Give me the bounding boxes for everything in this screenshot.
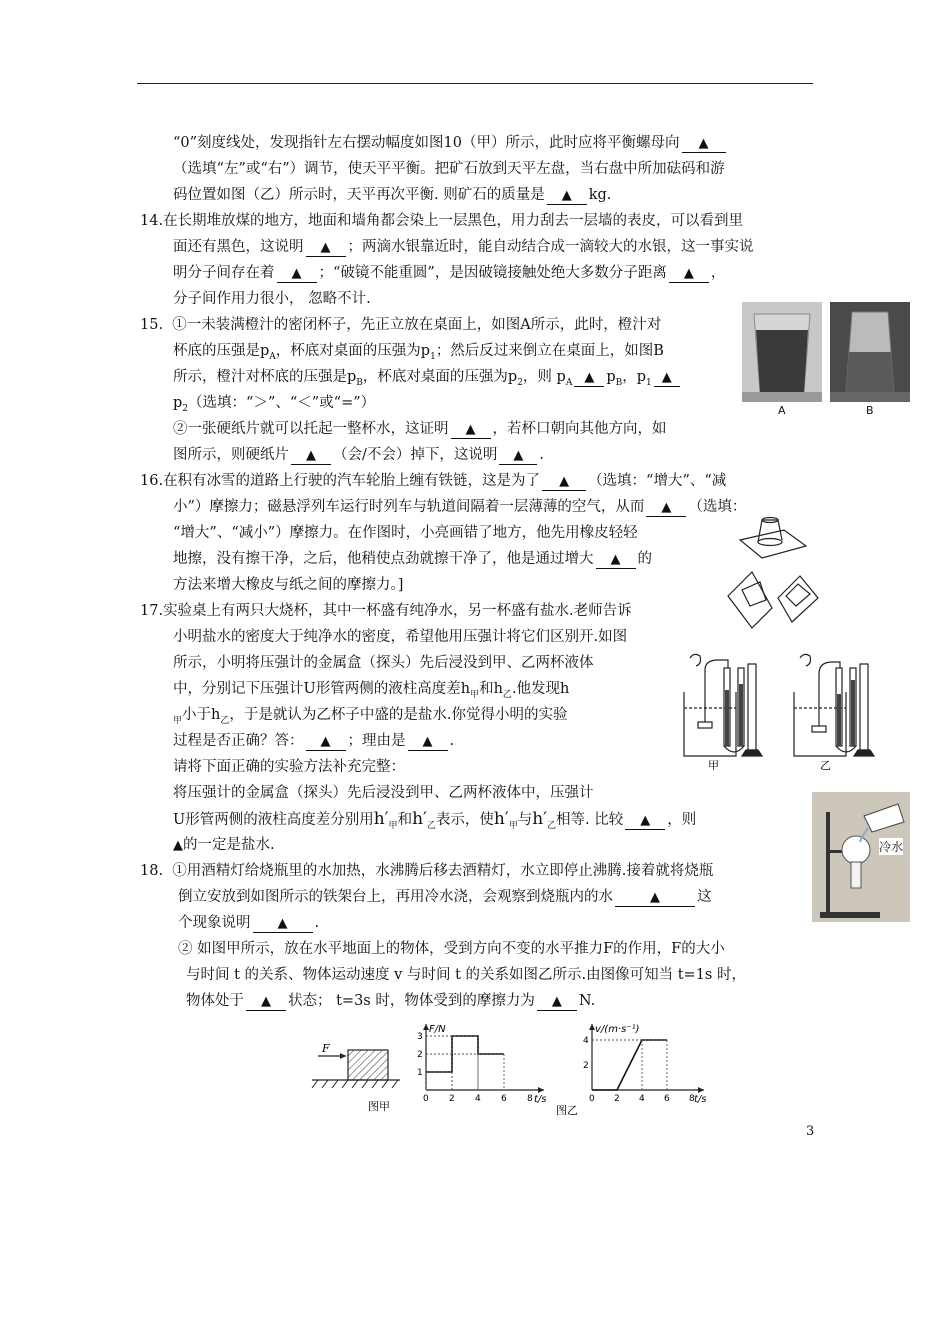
q15-line-5: ②一张硬纸片就可以托起一整杯水，这证明 ▲ ，若杯口朝向其他方向，如 xyxy=(173,421,667,437)
figure-force-velocity xyxy=(308,1018,708,1116)
photo-flask-on-stand xyxy=(812,792,910,922)
answer-blank[interactable]: ▲ xyxy=(625,812,665,830)
q17-line-1: 17.实验桌上有两只大烧杯，其中一杯盛有纯净水，另一杯盛有盐水.老师告诉 xyxy=(140,603,632,619)
q17-line-5: $_甲$小于$h_乙$，于是就认为乙杯子中盛的是盐水.你觉得小明的实验 xyxy=(173,707,568,726)
photo-cup-upright xyxy=(742,302,822,422)
series-line xyxy=(426,1036,504,1072)
answer-blank[interactable]: ▲ xyxy=(669,265,709,283)
y-tick-label: 2 xyxy=(417,1050,423,1060)
x-tick-label: 8 xyxy=(527,1094,533,1104)
q18-line-6: 物体处于 ▲ 状态； t=3s 时，物体受到的摩擦力为 ▲ N. xyxy=(186,993,596,1009)
q15-line-3: 所示，橙汁对杯底的压强是$p_B$，杯底对桌面的压强为$p_2$，则 $p_A$ ▲ $p_B$，$p_1$ ▲ xyxy=(173,367,682,393)
q14-line-4: 分子间作用力很小， 忽略不计. xyxy=(173,291,371,307)
answer-blank[interactable]: ▲ xyxy=(615,889,695,907)
x-tick-label: 6 xyxy=(664,1094,670,1104)
x-tick-label: 6 xyxy=(501,1094,507,1104)
velocity-time-graph xyxy=(556,1024,707,1116)
q18-line-5: 与时间 t 的关系、物体运动速度 v 与时间 t 的关系如图乙所示.由图像可知当 t=1s 时， xyxy=(186,967,746,983)
label-yi: 乙 xyxy=(820,759,831,770)
q17-line-3: 所示，小明将压强计的金属盒（探头）先后浸没到甲、乙两杯液体 xyxy=(173,655,594,671)
q16-line-2: 小”）摩擦力；磁悬浮列车运行时列车与轨道间隔着一层薄薄的空气，从而 ▲ （选填： xyxy=(173,499,747,515)
answer-blank[interactable]: ▲ xyxy=(646,499,686,517)
force-time-graph xyxy=(417,1024,547,1105)
fig-jia-label: 图甲 xyxy=(368,1100,390,1113)
answer-blank[interactable]: ▲ xyxy=(542,473,586,491)
label-cold-water: 冷水 xyxy=(879,840,904,854)
y-tick-label: 4 xyxy=(583,1036,589,1046)
q15-line-1: 15. ①一未装满橙汁的密闭杯子，先正立放在桌面上，如图A所示，此时，橙汁对 xyxy=(140,317,662,333)
q17-line-7: 请将下面正确的实验方法补充完整： xyxy=(173,759,405,775)
manometer-sketches xyxy=(672,650,882,770)
answer-blank[interactable]: ▲ xyxy=(596,551,636,569)
answer-blank[interactable]: ▲ xyxy=(246,993,286,1011)
pushed-block-diagram xyxy=(312,1042,400,1113)
answer-blank[interactable]: ▲ xyxy=(277,265,317,283)
x-tick-label: 4 xyxy=(475,1094,481,1104)
answer-blank[interactable]: ▲ xyxy=(574,369,604,387)
x-tick-label: 2 xyxy=(449,1094,455,1104)
x-tick-label: 4 xyxy=(639,1094,645,1104)
q17-line-10: ▲的一定是盐水. xyxy=(173,837,275,853)
q16-line-3: “增大”、“减小”）摩擦力。在作图时，小亮画错了地方，他先用橡皮轻轻 xyxy=(173,525,638,541)
answer-blank[interactable]: ▲ xyxy=(451,421,491,439)
answer-blank[interactable]: ▲ xyxy=(306,239,346,257)
photo-cup-inverted xyxy=(830,302,910,422)
y-tick-label: 2 xyxy=(583,1061,589,1071)
series-line xyxy=(592,1040,667,1090)
q14-line-1: 14.在长期堆放煤的地方，地面和墙角都会染上一层黑色，用力刮去一层墙的表皮，可以看到里 xyxy=(140,213,744,229)
q17-line-8: 将压强计的金属盒（探头）先后浸没到甲、乙两杯液体中，压强计 xyxy=(173,785,594,801)
q16-line-5: 方法来增大橡皮与纸之间的摩擦力。] xyxy=(173,577,404,593)
y-tick-label: 3 xyxy=(417,1032,423,1042)
q13-line-1: “0”刻度线处，发现指针左右摆动幅度如图10（甲）所示，此时应将平衡螺母向 ▲ xyxy=(173,133,728,153)
q13-line-2: （选填“左”或“右”）调节，使天平平衡。把矿石放到天平左盘，当右盘中所加砝码和游 xyxy=(173,161,725,177)
x-tick-label: 8 xyxy=(689,1094,695,1104)
q15-line-2: 杯底的压强是$p_A$，杯底对桌面的压强为$p_1$；然后反过来倒立在桌面上，如图B xyxy=(173,343,664,362)
q18-line-4: ② 如图甲所示，放在水平地面上的物体，受到方向不变的水平推力F的作用，F的大小 xyxy=(178,941,725,957)
q14-line-3: 明分子间存在着 ▲ ；“破镜不能重圆”，是因破镜接触处绝大多数分子距离 ▲ ， xyxy=(173,265,726,281)
force-label: F xyxy=(322,1042,330,1055)
q16-line-4: 地擦，没有擦干净，之后，他稍使点劲就擦干净了，他是通过增大 ▲ 的 xyxy=(173,551,652,567)
x-tick-label: 0 xyxy=(423,1094,429,1104)
t-axis-label-2: t/s xyxy=(694,1094,707,1105)
q18-line-2: 倒立安放到如图所示的铁架台上，再用冷水浇，会观察到烧瓶内的水 ▲ 这 xyxy=(178,889,712,905)
answer-blank[interactable]: ▲ xyxy=(408,733,448,751)
y-tick-label: 1 xyxy=(417,1068,423,1078)
q18-line-3: 个现象说明 ▲ . xyxy=(178,915,320,931)
answer-blank[interactable]: ▲ xyxy=(682,135,726,153)
answer-blank[interactable]: ▲ xyxy=(306,733,346,751)
page-number: 3 xyxy=(806,1124,815,1139)
v-axis-label: v/(m·s⁻¹) xyxy=(595,1024,640,1035)
cup-on-card-sketch xyxy=(722,512,822,640)
q15-line-4: $p_2$（选填：“＞”、“＜”或“=”） xyxy=(173,395,376,414)
q15-line-6: 图所示，则硬纸片 ▲ （会/不会）掉下，这说明 ▲ . xyxy=(173,447,544,463)
q17-line-9: U形管两侧的液柱高度差分别用$h'_甲$和$h'_乙$表示，使$h'_甲$与$h'_乙$相等. 比较 ▲ ，则 xyxy=(173,809,697,831)
q17-line-4: 中，分别记下压强计U形管两侧的液柱高度差$h_甲$和$h_乙$.他发现h xyxy=(173,681,570,700)
fig-yi-label: 图乙 xyxy=(556,1104,578,1116)
q13-line-3: 码位置如图（乙）所示时，天平再次平衡. 则矿石的质量是 ▲ kg. xyxy=(173,187,612,203)
answer-blank[interactable]: ▲ xyxy=(537,993,577,1011)
q14-line-2: 面还有黑色，这说明 ▲ ；两滴水银靠近时，能自动结合成一滴较大的水银，这一事实说 xyxy=(173,239,754,255)
label-a: A xyxy=(778,404,786,417)
q17-line-6: 过程是否正确？答： ▲ ；理由是 ▲ . xyxy=(173,733,455,749)
f-axis-label: F/N xyxy=(429,1024,446,1035)
answer-blank[interactable]: ▲ xyxy=(253,915,313,933)
x-tick-label: 0 xyxy=(589,1094,595,1104)
answer-blank[interactable]: ▲ xyxy=(499,447,537,465)
x-tick-label: 2 xyxy=(614,1094,620,1104)
label-jia: 甲 xyxy=(708,759,719,770)
label-b: B xyxy=(866,404,874,417)
answer-blank[interactable]: ▲ xyxy=(291,447,331,465)
q18-line-1: 18. ①用酒精灯给烧瓶里的水加热，水沸腾后移去酒精灯，水立即停止沸腾.接着就将烧瓶 xyxy=(140,863,714,879)
answer-blank[interactable]: ▲ xyxy=(547,187,587,205)
q17-line-2: 小明盐水的密度大于纯净水的密度，希望他用压强计将它们区别开.如图 xyxy=(173,629,628,645)
answer-blank[interactable]: ▲ xyxy=(654,369,680,387)
t-axis-label: t/s xyxy=(534,1094,547,1105)
q16-line-1: 16.在积有冰雪的道路上行驶的汽车轮胎上缠有铁链，这是为了 ▲ （选填：“增大”、“减 xyxy=(140,473,727,489)
header-rule xyxy=(137,83,813,84)
